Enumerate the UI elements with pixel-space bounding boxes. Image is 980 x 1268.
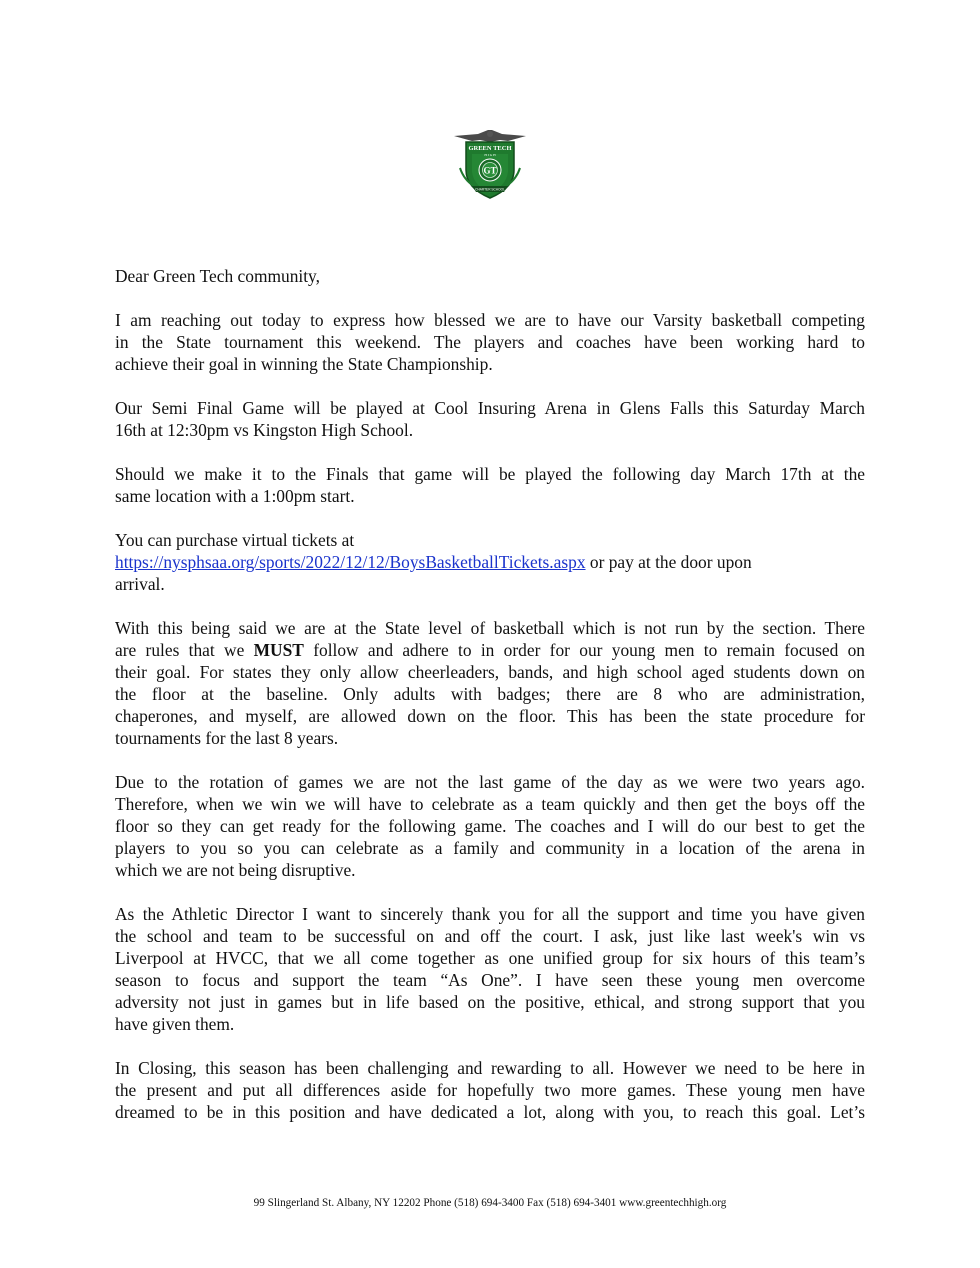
paragraph-line: arrival. (115, 574, 165, 594)
paragraph-line: achieve their goal in winning the State Championship. (115, 354, 493, 374)
paragraph-line: Should we make it to the Finals that game will be played the following day March 17th at the (115, 464, 865, 484)
paragraph-line: 16th at 12:30pm vs Kingston High School. (115, 420, 414, 440)
paragraph-closing (115, 1057, 865, 1123)
paragraph-line (115, 639, 865, 661)
paragraph-line: As the Athletic Director I want to sincerely thank you for all the support and time you have given (115, 904, 865, 924)
paragraph-semifinal (115, 397, 865, 441)
paragraph-line: In Closing, this season has been challenging and rewarding to all. However we need to be here in (115, 1058, 865, 1078)
paragraph-line: Therefore, when we win we will have to celebrate as a team quickly and then get the boys off the (115, 794, 865, 814)
paragraph-line: the floor at the baseline. Only adults with badges; there are 8 who are administration, (115, 684, 865, 704)
school-logo (448, 128, 532, 202)
paragraph-line: adversity not just in games but in life based on the positive, ethical, and strong support that you (115, 992, 865, 1012)
svg-text:GT: GT (483, 165, 497, 176)
svg-text:GREEN TECH: GREEN TECH (468, 145, 512, 152)
emphasis-must: MUST (253, 640, 304, 660)
svg-text:H I G H: H I G H (484, 153, 496, 157)
paragraph-thanks (115, 903, 865, 1035)
green-tech-high-shield-crest-icon (448, 128, 532, 202)
paragraph-intro (115, 309, 865, 375)
paragraph-line: have given them. (115, 1014, 235, 1034)
paragraph-line: which we are not being disruptive. (115, 860, 356, 880)
letterhead-footer: 99 Slingerland St. Albany, NY 12202 Phone (518) 694-3400 Fax (518) 694-3401 www.greentechhigh.org (253, 1197, 727, 1209)
paragraph-tickets (115, 529, 865, 595)
paragraph-line: the present and put all differences aside for hopefully two more games. These young men have (115, 1080, 865, 1100)
paragraph-line (115, 551, 865, 573)
paragraph-text: or pay at the door upon (585, 552, 752, 572)
paragraph-line: same location with a 1:00pm start. (115, 486, 355, 506)
paragraph-line: in the State tournament this weekend. The players and coaches have been working hard to (115, 332, 865, 352)
paragraph-line: floor so they can get ready for the following game. The coaches and I will do our best to get the (115, 816, 865, 836)
paragraph-line: the school and team to be successful on and off the court. I ask, just like last week's win vs (115, 926, 865, 946)
paragraph-line: Due to the rotation of games we are not the last game of the day as we were two years ago. (115, 772, 865, 792)
paragraph-line: season to focus and support the team “As One”. I have seen these young men overcome (115, 970, 865, 990)
paragraph-line: With this being said we are at the State level of basketball which is not run by the section. There (115, 618, 865, 638)
tickets-link[interactable]: https://nysphsaa.org/sports/2022/12/12/BoysBasketballTickets.aspx (115, 552, 586, 572)
paragraph-text: follow and adhere to in order for our young men to remain focused on (303, 640, 865, 660)
paragraph-line: tournaments for the last 8 years. (115, 728, 339, 748)
paragraph-rules (115, 617, 865, 749)
paragraph-line: players to you so you can celebrate as a family and community in a location of the arena in (115, 838, 865, 858)
paragraph-line: Our Semi Final Game will be played at Cool Insuring Arena in Glens Falls this Saturday March (115, 398, 865, 418)
paragraph-line: dreamed to be in this position and have dedicated a lot, along with you, to reach this goal. Let’s (115, 1102, 865, 1122)
paragraph-line: I am reaching out today to express how blessed we are to have our Varsity basketball competing (115, 310, 865, 330)
paragraph-line: You can purchase virtual tickets at (115, 530, 355, 550)
paragraph-line: their goal. For states they only allow cheerleaders, bands, and high school aged students down on (115, 662, 865, 682)
salutation-text: Dear Green Tech community, (115, 266, 320, 286)
svg-text:CHARTER SCHOOL: CHARTER SCHOOL (475, 187, 505, 192)
paragraph-finals (115, 463, 865, 507)
paragraph-text: are rules that we (115, 640, 254, 660)
paragraph-line: Liverpool at HVCC, that we all come together as one unified group for six hours of this team’s (115, 948, 865, 968)
paragraph-line: chaperones, and myself, are allowed down on the floor. This has been the state procedure for (115, 706, 865, 726)
salutation (115, 265, 865, 287)
paragraph-rotation (115, 771, 865, 881)
